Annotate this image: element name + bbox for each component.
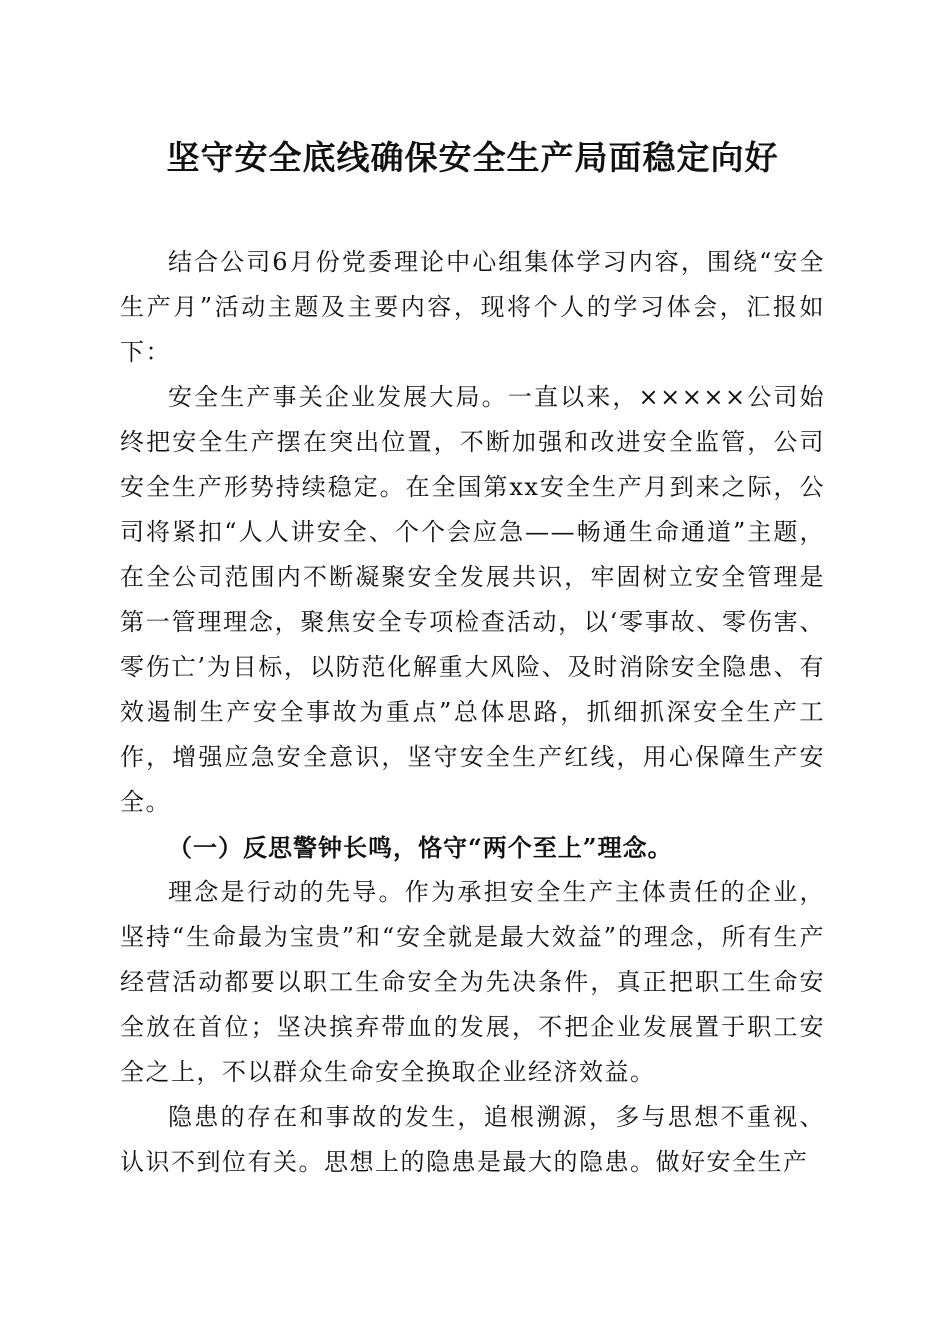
overview-paragraph: 安全生产事关企业发展大局。一直以来，×××××公司始终把安全生产摆在突出位置，不断加强和改进安全监管，公司安全生产形势持续稳定。在全国第xx安全生产月到来之际，公司将紧扣“人人讲安全、个个会应急——畅通生命通道”主题，在全公司范围内不断凝聚安全发展共识，牢固树立安全管理是第一管理理念，聚焦安全专项检查活动，以‘零事故、零伤害、零伤亡’为目标，以防范化解重大风险、及时消除安全隐患、有效遏制生产安全事故为重点”总体思路，抓细抓深安全生产工作，增强应急安全意识，坚守安全生产红线，用心保障生产安全。 xyxy=(120,383,825,816)
intro-paragraph: 结合公司6月份党委理论中心组集体学习内容，围绕“安全生产月”活动主题及主要内容，现将个人的学习体会，汇报如下： xyxy=(120,248,825,366)
document-page xyxy=(120,130,825,1185)
document-title: 坚守安全底线确保安全生产局面稳定向好 xyxy=(166,138,779,177)
section-paragraph: 理念是行动的先导。作为承担安全生产主体责任的企业，坚持“生命最为宝贵”和“安全就是最大效益”的理念，所有生产经营活动都要以职工生命安全为先决条件，真正把职工生命安全放在首位；坚决摈弃带血的发展，不把企业发展置于职工安全之上，不以群众生命安全换取企业经济效益。 xyxy=(120,878,825,1086)
section-heading: （一）反思警钟长鸣，恪守“两个至上”理念。 xyxy=(168,833,673,862)
section-paragraph-continued: 隐患的存在和事故的发生，追根溯源，多与思想不重视、认识不到位有关。思想上的隐患是最大的隐患。做好安全生产 xyxy=(120,1103,825,1176)
